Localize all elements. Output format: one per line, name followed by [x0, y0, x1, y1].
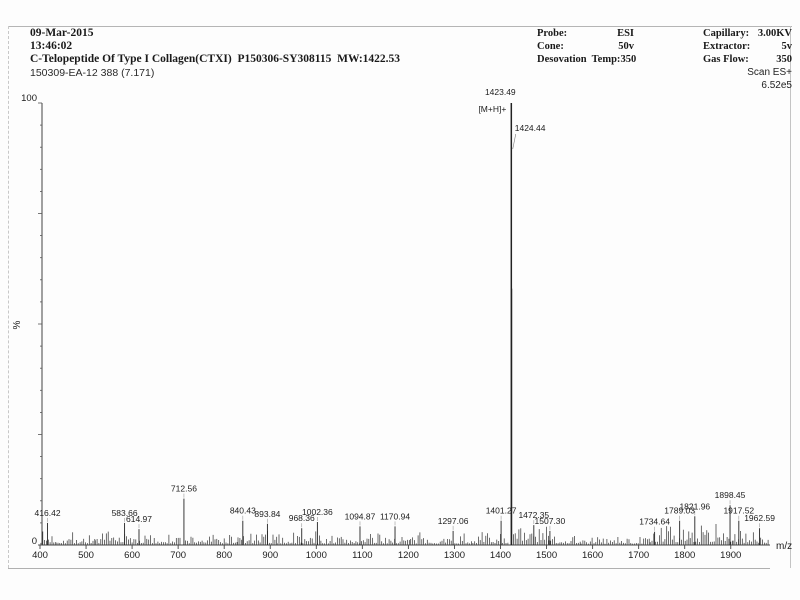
x-tick-label: 1800 [674, 550, 696, 561]
peak-label: 1789.03 [664, 505, 696, 516]
param-label: Extractor: [703, 41, 751, 52]
peak-label: 1094.87 [344, 511, 376, 522]
base-peak-intensity: 6.52e5 [761, 80, 792, 91]
peak-label: 1401.27 [485, 505, 517, 516]
x-tick-label: 1100 [352, 550, 373, 561]
peak-label: 1472.35 [518, 510, 550, 521]
peak-label: 416.42 [34, 507, 61, 518]
x-tick-label: 500 [78, 550, 94, 561]
scan-mode-label: Scan ES+ [747, 67, 792, 78]
y-axis-title: % [12, 320, 23, 330]
peak-label: 712.56 [170, 483, 197, 494]
peak-label: 1424.44 [514, 123, 546, 133]
param-value: 3.00KV [757, 28, 792, 39]
param-value: 50v [618, 41, 634, 52]
peak-label: 1423.49 [484, 87, 516, 97]
adduct-annotation: [M+H]+ [478, 104, 507, 114]
peak-label: 1297.06 [437, 515, 469, 526]
param-label: Cone: [537, 41, 564, 52]
x-axis-title: m/z [776, 541, 793, 552]
peak-label: 614.97 [125, 514, 152, 525]
x-tick-label: 1000 [305, 550, 327, 561]
peak-label: 1962.59 [744, 513, 775, 524]
param-value: 350 [776, 54, 792, 65]
peak-label: 1821.96 [679, 501, 711, 512]
x-tick-label: 700 [170, 550, 187, 561]
param-value: 350 [620, 54, 637, 65]
peak-label: 840.43 [229, 505, 256, 516]
scan-id-line: 150309-EA-12 388 (7.171) [30, 67, 155, 79]
x-tick-label: 1900 [720, 550, 742, 561]
y-min-label: 0 [31, 536, 37, 547]
x-tick-label: 1400 [489, 550, 512, 561]
param-label: Probe: [537, 28, 568, 39]
x-tick-label: 400 [32, 550, 48, 561]
acquisition-time: 13:46:02 [30, 40, 73, 52]
x-tick-label: 1300 [443, 550, 466, 561]
param-label: Capillary: [703, 28, 750, 39]
acquisition-date: 09-Mar-2015 [30, 27, 94, 39]
sample-title: C-Telopeptide Of Type I Collagen(CTXI) P150306-SY308115 MW:1422.53 [30, 53, 401, 65]
param-value: 5v [781, 41, 792, 52]
x-tick-label: 1700 [628, 550, 650, 561]
param-label: Desovation Temp: [537, 54, 621, 65]
param-label: Gas Flow: [703, 54, 749, 65]
peak-label: 583.66 [111, 507, 138, 518]
peak-label-leader [513, 134, 516, 149]
param-value: ESI [617, 28, 634, 39]
x-tick-label: 1500 [535, 550, 558, 561]
peak-label: 1898.45 [714, 490, 746, 501]
peak-label: 1734.64 [639, 516, 670, 527]
peak-label: 968.36 [288, 513, 315, 524]
x-tick-label: 900 [262, 550, 279, 561]
x-tick-label: 800 [216, 550, 233, 561]
peak-label: 1507.30 [534, 515, 566, 526]
peak-label: 1002.36 [302, 507, 333, 518]
x-tick-label: 1600 [582, 550, 604, 561]
y-max-label: 100 [21, 93, 37, 104]
peak-label: 1170.94 [379, 511, 411, 522]
peak-label: 1917.52 [723, 505, 755, 516]
x-tick-label: 600 [124, 550, 141, 561]
x-tick-label: 1200 [397, 550, 419, 561]
peak-label: 893.84 [254, 508, 281, 519]
